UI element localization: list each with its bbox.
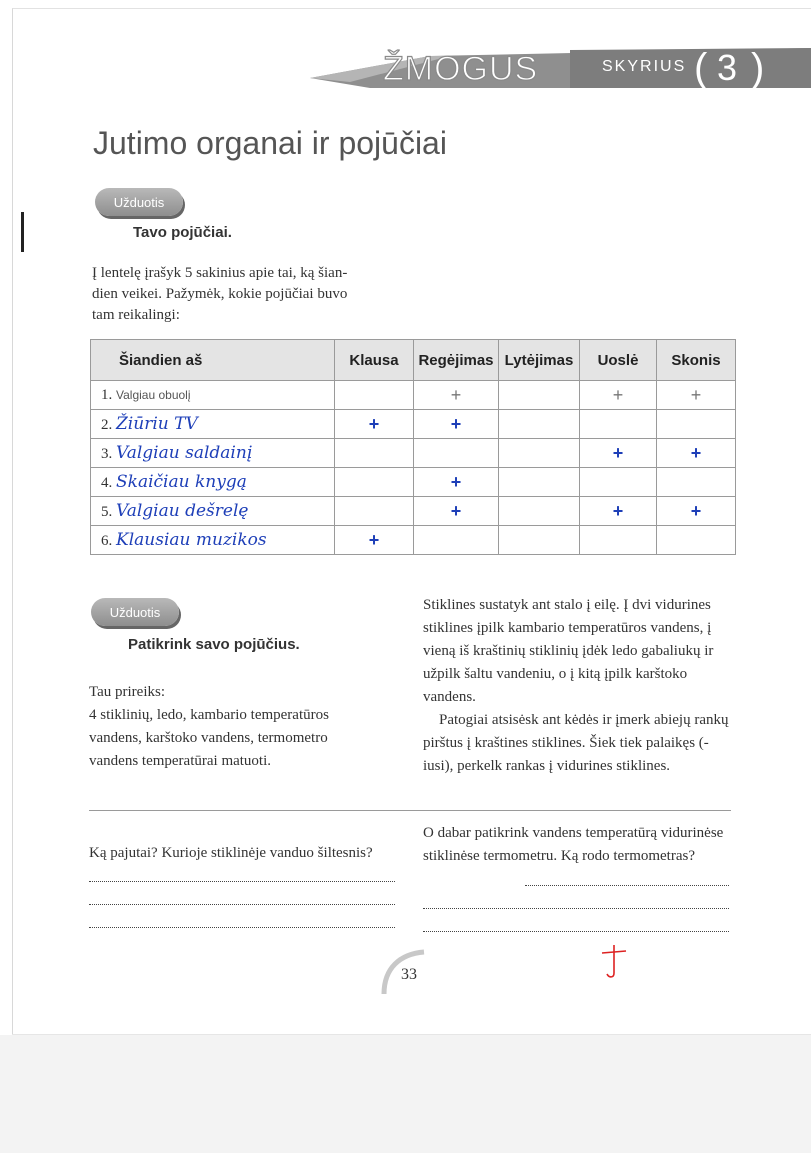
table-cell[interactable] <box>335 439 414 468</box>
task-heading: Tavo pojūčiai. <box>133 224 232 241</box>
row-label <box>91 468 335 497</box>
table-row <box>91 439 736 468</box>
table-cell[interactable]: + <box>414 410 499 439</box>
row-text: Valgiau saldainį <box>116 443 253 463</box>
table-row <box>91 497 736 526</box>
table-cell[interactable] <box>499 497 580 526</box>
table-cell[interactable]: + <box>657 439 736 468</box>
task-badge: Užduotis <box>95 188 183 216</box>
table-cell[interactable]: + <box>335 526 414 555</box>
row-number: 3. <box>101 446 113 462</box>
table-cell[interactable]: + <box>580 439 657 468</box>
row-text: Valgiau obuolį <box>116 387 191 402</box>
table-cell[interactable]: + <box>414 497 499 526</box>
task-instructions: Į lentelę įrašyk 5 sakinius apie tai, ką šian- dien veikei. Pažymėk, kokie pojūčiai buvo tam reikalingi: <box>92 265 348 323</box>
row-text: Skaičiau knygą <box>116 472 247 492</box>
materials-label: Tau prireiks: <box>89 684 166 700</box>
table-cell[interactable] <box>335 381 414 410</box>
table-cell[interactable]: + <box>657 381 736 410</box>
row-number: 2. <box>101 417 113 433</box>
table-cell[interactable] <box>414 439 499 468</box>
table-row <box>91 410 736 439</box>
table-cell[interactable] <box>499 410 580 439</box>
column-header: Regėjimas <box>414 340 499 381</box>
row-number: 1. <box>101 386 113 403</box>
section-number: 3 <box>717 47 738 88</box>
answer-line[interactable] <box>89 880 395 882</box>
section-paren-open: ( <box>694 46 708 90</box>
row-label <box>91 381 335 410</box>
table-cell[interactable]: + <box>335 410 414 439</box>
table-cell[interactable] <box>580 468 657 497</box>
table-cell[interactable]: + <box>657 497 736 526</box>
row-label <box>91 497 335 526</box>
table-cell[interactable] <box>499 439 580 468</box>
table-cell[interactable] <box>657 410 736 439</box>
senses-table <box>90 339 736 555</box>
answer-line[interactable] <box>423 930 729 932</box>
row-label <box>91 526 335 555</box>
table-cell[interactable] <box>499 381 580 410</box>
row-text: Valgiau dešrelę <box>116 501 249 521</box>
page-title: Jutimo organai ir pojūčiai <box>93 125 447 161</box>
materials-text: 4 stiklinių, ledo, kambario temperatūros vandens, karštoko vandens, termometro vandens temperatūrai matuoti. <box>89 707 329 769</box>
table-row <box>91 381 736 410</box>
question-2: O dabar patikrink vandens temperatūrą vidurinėse stiklinėse termometru. Ką rodo termometras? <box>423 825 724 864</box>
table-cell[interactable] <box>657 468 736 497</box>
table-cell[interactable] <box>335 497 414 526</box>
question-1: Ką pajutai? Kurioje stiklinėje vanduo šiltesnis? <box>89 845 373 861</box>
instruction-paragraph: Patogiai atsisėsk ant kėdės ir įmerk abiejų rankų pirštus į kraštines stiklines. Šiek tiek palaikęs (-iusi), perkelk rankas į vidurines stiklines. <box>423 712 729 774</box>
answer-line[interactable] <box>89 926 395 928</box>
table-cell[interactable] <box>580 410 657 439</box>
column-header: Uoslė <box>580 340 657 381</box>
row-text: Žiūriu TV <box>116 414 198 434</box>
table-cell[interactable]: + <box>414 468 499 497</box>
table-row <box>91 468 736 497</box>
task-badge: Užduotis <box>91 598 179 626</box>
row-label <box>91 410 335 439</box>
teacher-check-mark <box>600 943 630 981</box>
table-cell[interactable]: + <box>414 381 499 410</box>
table-cell[interactable] <box>499 468 580 497</box>
row-number: 6. <box>101 533 113 549</box>
column-header: Šiandien aš <box>91 340 335 381</box>
row-number: 5. <box>101 504 113 520</box>
table-header-row <box>91 340 736 381</box>
task-heading: Patikrink savo pojūčius. <box>128 636 300 653</box>
column-header: Lytėjimas <box>499 340 580 381</box>
instructions-column <box>423 594 733 778</box>
row-label <box>91 439 335 468</box>
scan-background <box>0 1035 811 1153</box>
answer-line[interactable] <box>423 907 729 909</box>
answer-line[interactable] <box>525 884 729 886</box>
column-header: Skonis <box>657 340 736 381</box>
section-label: SKYRIUS <box>602 58 687 75</box>
section-paren-close: ) <box>751 46 765 90</box>
instruction-paragraph: Stiklines sustatyk ant stalo į eilę. Į dvi vidurines stiklines įpilk kambario temperatūros vandens, į vieną iš kraštinių stiklinių įdėk ledo gabaliukų ir užpilk šaltu vandeniu, o į kitą įpilk karštoko vandens. <box>423 597 714 705</box>
table-cell[interactable]: + <box>580 381 657 410</box>
table-row <box>91 526 736 555</box>
table-cell[interactable]: + <box>580 497 657 526</box>
margin-mark <box>21 212 24 252</box>
chapter-title: ŽMOGUS <box>383 50 539 88</box>
table-cell[interactable] <box>335 468 414 497</box>
table-cell[interactable] <box>499 526 580 555</box>
column-header: Klausa <box>335 340 414 381</box>
table-cell[interactable] <box>657 526 736 555</box>
table-cell[interactable] <box>414 526 499 555</box>
row-text: Klausiau muzikos <box>116 530 267 550</box>
answer-line[interactable] <box>89 903 395 905</box>
section-divider <box>89 810 731 811</box>
row-number: 4. <box>101 475 113 491</box>
page-number: 33 <box>401 966 417 983</box>
table-cell[interactable] <box>580 526 657 555</box>
materials-block <box>89 681 379 773</box>
